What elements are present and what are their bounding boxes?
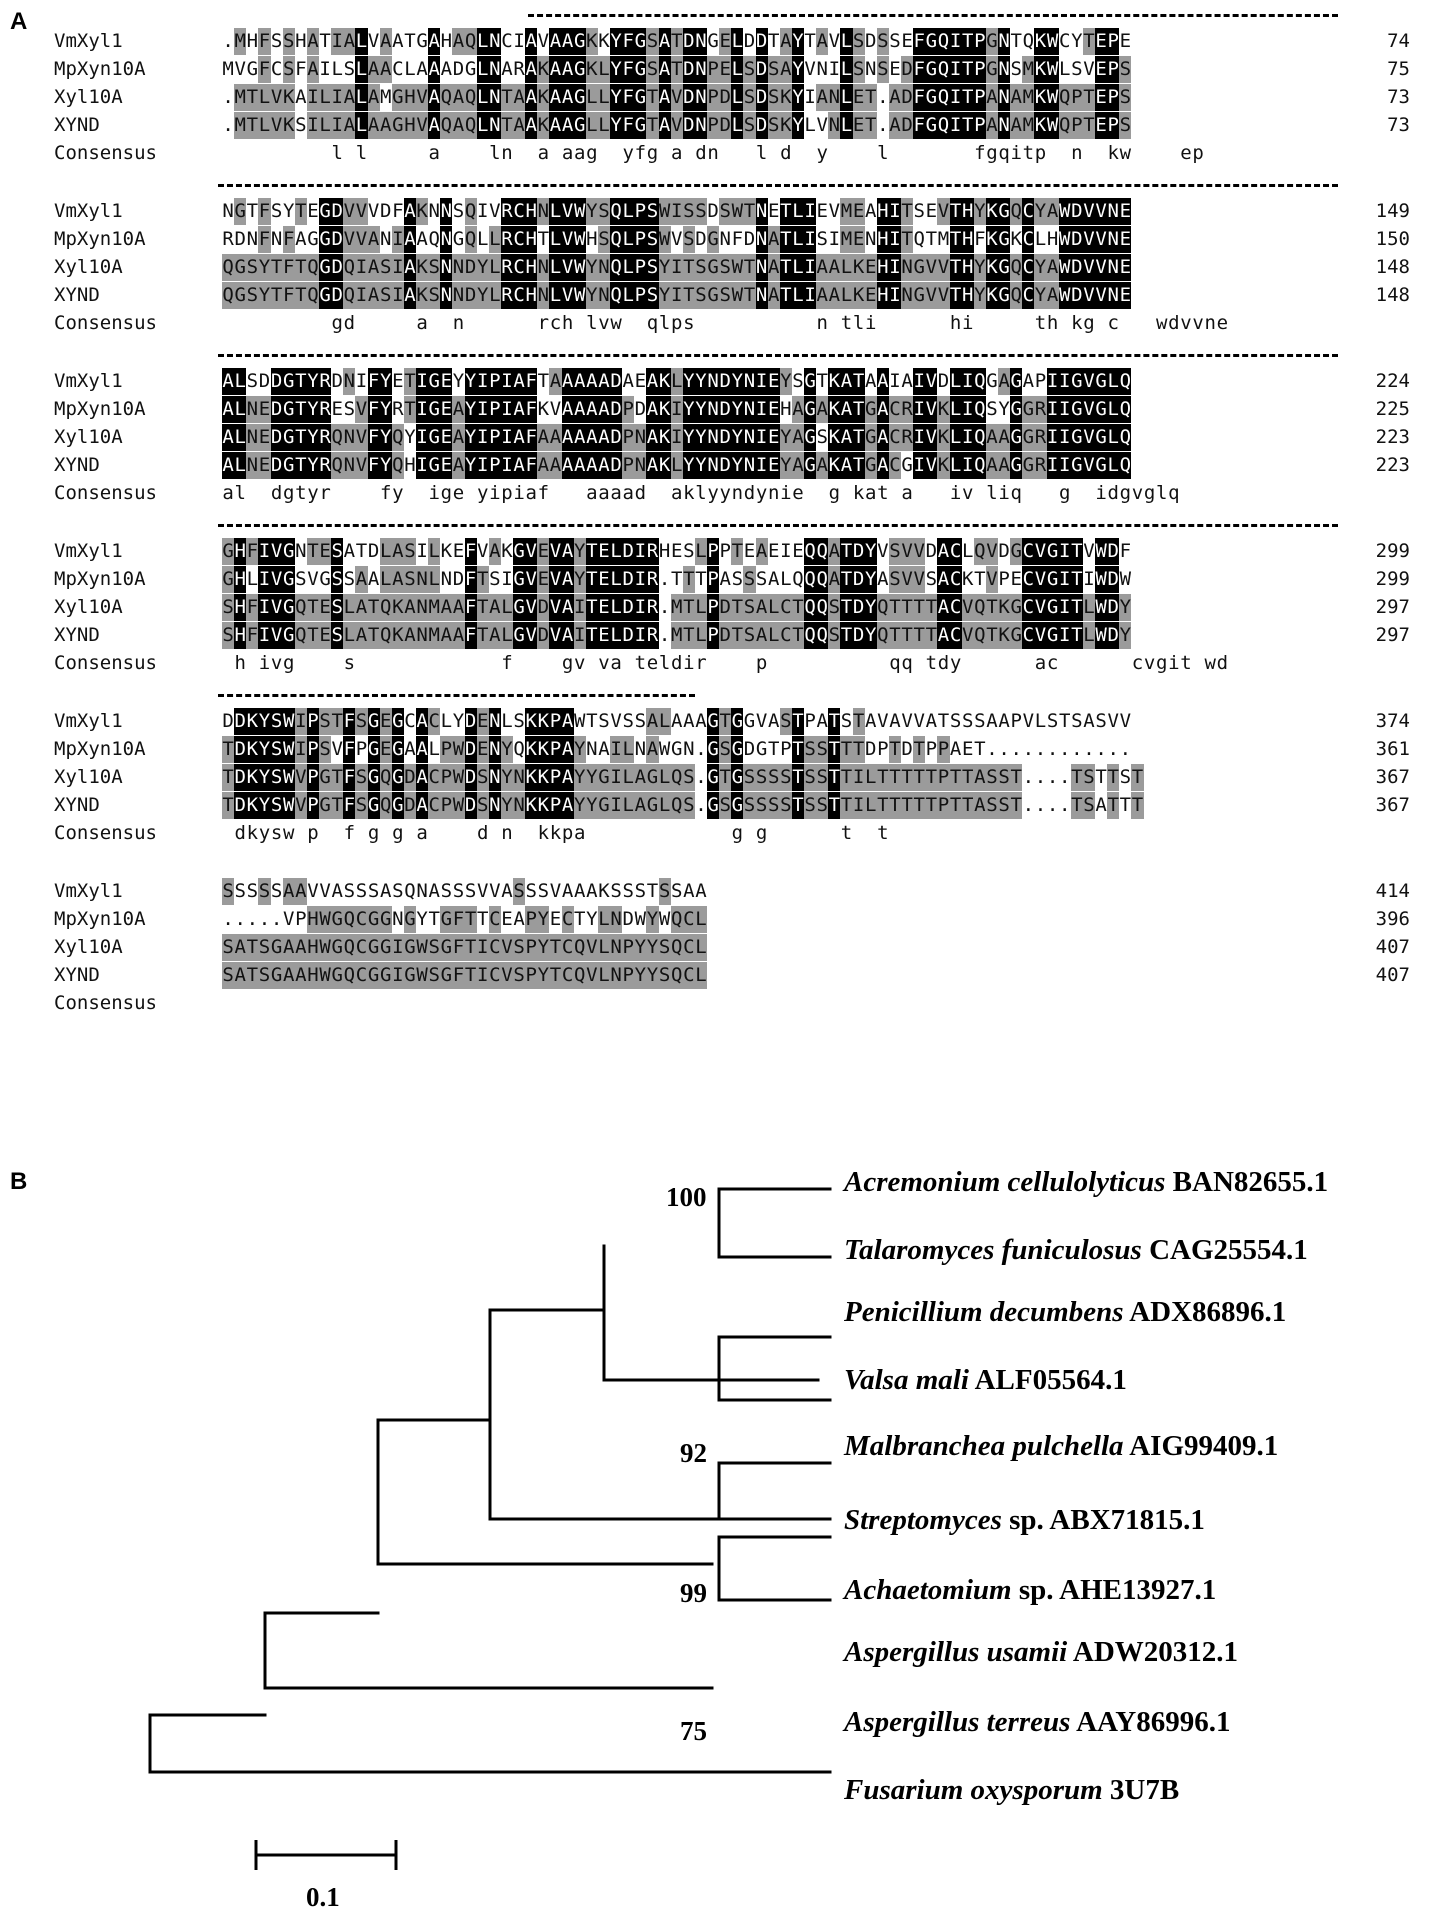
sequence-residues: TDKYSWIPSVFPGEGAALPWDENYQKKPAYNAILNAWGN.GSGDGTPTSSTTTDPTDTPPAET............ <box>222 736 1131 763</box>
consensus-row <box>54 140 1410 167</box>
sequence-residues: .MHFSSHATIALVAATGAHAQLNCIAVAAGKKYFGSATDNGELDDTAYTAVLSDSSEFGQITPGNTQKWCYTEPE <box>222 28 1131 55</box>
taxon-label: Malbranchea pulchella AIG99409.1 <box>844 1430 1279 1462</box>
residue-count: 225 <box>1375 398 1410 420</box>
sequence-row <box>54 538 1410 565</box>
domain-dashed-line <box>218 354 1338 357</box>
sequence-name: Consensus <box>54 822 157 844</box>
residue-count: 73 <box>1387 86 1410 108</box>
bootstrap-value: 75 <box>680 1716 707 1746</box>
sequence-residues: dkysw p f g g a d n kkpa g g t t <box>234 822 889 844</box>
sequence-name: Consensus <box>54 652 157 674</box>
sequence-residues: TDKYSWVPGTFSGQGDACPWDSNYNKKPAYYGILAGLQS.GTGSSSSTSSTTILTTTTTPTTASST....TSTTST <box>222 764 1144 791</box>
sequence-name: XYND <box>54 114 100 136</box>
taxon-label: Fusarium oxysporum 3U7B <box>844 1774 1180 1806</box>
sequence-name: XYND <box>54 624 100 646</box>
domain-dashed-line <box>218 184 1338 187</box>
sequence-row <box>54 396 1410 423</box>
sequence-row <box>54 792 1410 819</box>
sequence-row <box>54 424 1410 451</box>
residue-count: 74 <box>1387 30 1410 52</box>
sequence-row <box>54 906 1410 933</box>
sequence-row <box>54 962 1410 989</box>
sequence-row <box>54 198 1410 225</box>
sequence-row <box>54 28 1410 55</box>
consensus-row <box>54 480 1410 507</box>
sequence-row <box>54 594 1410 621</box>
domain-dashed-line <box>218 524 1338 527</box>
sequence-residues: SATSGAAHWGQCGGIGWSGFTICVSPYTCQVLNPYYSQCL <box>222 962 707 989</box>
sequence-name: Xyl10A <box>54 256 123 278</box>
sequence-name: Xyl10A <box>54 426 123 448</box>
taxon-label: Achaetomium sp. AHE13927.1 <box>844 1574 1217 1606</box>
residue-count: 75 <box>1387 58 1410 80</box>
sequence-row <box>54 934 1410 961</box>
sequence-residues: GHFIVGNTESATDLASILKEFVAKGVEVAYTELDIRHESLPPTEAEIEQQATDYVSVVDACLQVDGCVGITVWDF <box>222 538 1131 565</box>
sequence-name: VmXyl1 <box>54 370 123 392</box>
sequence-residues: l l a ln a aag yfg a dn l d y l fgqitp n kw ep <box>331 142 1204 164</box>
sequence-row <box>54 622 1410 649</box>
sequence-row <box>54 112 1410 139</box>
sequence-residues: .MTLVKSILIALAAGHVAQAQLNTAAKAAGLLYFGTAVDNPDLSDSKYLVNLET.ADFGQITPANAMKWQPTEPS <box>222 112 1131 139</box>
sequence-residues: h ivg s f gv va teldir p qq tdy ac cvgit wd <box>234 652 1229 674</box>
sequence-name: XYND <box>54 454 100 476</box>
residue-count: 367 <box>1375 794 1410 816</box>
sequence-name: MpXyn10A <box>54 228 146 250</box>
residue-count: 73 <box>1387 114 1410 136</box>
scale-bar-label: 0.1 <box>306 1882 340 1912</box>
sequence-residues: SSSSSAAVVASSSASQNASSSVVASSSVAAAKSSSTSSAA <box>222 878 707 905</box>
panel-a-label: A <box>10 8 28 35</box>
sequence-row <box>54 452 1410 479</box>
residue-count: 148 <box>1375 256 1410 278</box>
sequence-name: VmXyl1 <box>54 30 123 52</box>
sequence-residues: ALNEDGTYRQNVFYQYIGEAYIPIAFAAAAAADPNAKIYYNDYNIEYAGSKATGACRIVKLIQAAGGRIIGVGLQ <box>222 424 1131 451</box>
sequence-residues: SATSGAAHWGQCGGIGWSGFTICVSPYTCQVLNPYYSQCL <box>222 934 707 961</box>
bootstrap-value: 92 <box>680 1438 707 1468</box>
sequence-residues: .....VPHWGQCGGNGYTGFTTCEAPYECTYLNDWYWQCL <box>222 906 707 933</box>
sequence-residues: .MTLVKAILIALAMGHVAQAQLNTAAKAAGLLYFGTAVDNPDLSDSKYIANLET.ADFGQITPANAMKWQPTEPS <box>222 84 1131 111</box>
consensus-row <box>54 820 1410 847</box>
taxon-label: Aspergillus usamii ADW20312.1 <box>844 1636 1239 1668</box>
panel-b-label: B <box>10 1168 28 1195</box>
bootstrap-value: 100 <box>666 1182 707 1212</box>
sequence-name: MpXyn10A <box>54 568 146 590</box>
residue-count: 149 <box>1375 200 1410 222</box>
sequence-name: Xyl10A <box>54 596 123 618</box>
consensus-row <box>54 650 1410 677</box>
sequence-name: Xyl10A <box>54 766 123 788</box>
sequence-residues: gd a n rch lvw qlps n tli hi th kg c wdvvne <box>331 312 1229 334</box>
sequence-residues: RDNFNFAGGDVVANIAAQNGQLLRCHTLVWHSQLPSWVSDGNFDNATLISIMENHITQTMTHFKGKCLHWDVVNE <box>222 226 1131 253</box>
sequence-name: Consensus <box>54 992 157 1014</box>
residue-count: 361 <box>1375 738 1410 760</box>
sequence-name: XYND <box>54 794 100 816</box>
residue-count: 150 <box>1375 228 1410 250</box>
sequence-name: MpXyn10A <box>54 738 146 760</box>
taxon-label: Streptomyces sp. ABX71815.1 <box>844 1504 1205 1536</box>
sequence-residues: SHFIVGQTESLATQKANMAAFTALGVDVAITELDIR.MTLPDTSALCTQQSTDYQTTTTACVQTKGCVGITLWDY <box>222 622 1131 649</box>
residue-count: 299 <box>1375 568 1410 590</box>
sequence-name: Consensus <box>54 142 157 164</box>
taxon-label: Talaromyces funiculosus CAG25554.1 <box>844 1234 1308 1266</box>
residue-count: 407 <box>1375 964 1410 986</box>
domain-dashed-line <box>218 694 695 697</box>
residue-count: 224 <box>1375 370 1410 392</box>
sequence-residues: al dgtyr fy ige yipiaf aaaad aklyyndynie g kat a iv liq g idgvglq <box>222 482 1180 504</box>
sequence-name: VmXyl1 <box>54 710 123 732</box>
residue-count: 223 <box>1375 426 1410 448</box>
domain-dashed-line <box>528 14 1338 17</box>
residue-count: 299 <box>1375 540 1410 562</box>
sequence-row <box>54 282 1410 309</box>
residue-count: 148 <box>1375 284 1410 306</box>
sequence-name: VmXyl1 <box>54 540 123 562</box>
residue-count: 367 <box>1375 766 1410 788</box>
sequence-name: Xyl10A <box>54 936 123 958</box>
taxon-label: Valsa mali ALF05564.1 <box>844 1364 1127 1396</box>
sequence-name: XYND <box>54 964 100 986</box>
sequence-row <box>54 368 1410 395</box>
sequence-row <box>54 878 1410 905</box>
residue-count: 414 <box>1375 880 1410 902</box>
sequence-row <box>54 226 1410 253</box>
residue-count: 374 <box>1375 710 1410 732</box>
sequence-name: XYND <box>54 284 100 306</box>
sequence-residues: TDKYSWVPGTFSGQGDACPWDSNYNKKPAYYGILAGLQS.GSGSSSSTSSTTILTTTTTPTTASST....TSATTT <box>222 792 1144 819</box>
phylogenetic-tree <box>0 1160 1456 1930</box>
sequence-residues: QGSYTFTQGDQIASIAKSNNDYLRCHNLVWYNQLPSYITSGSWTNATLIAALKEHINGVVTHYKGQCYAWDVVNE <box>222 254 1131 281</box>
taxon-label: Penicillium decumbens ADX86896.1 <box>844 1296 1287 1328</box>
sequence-row <box>54 84 1410 111</box>
sequence-residues: QGSYTFTQGDQIASIAKSNNDYLRCHNLVWYNQLPSYITSGSWTNATLIAALKEHINGVVTHYKGQCYAWDVVNE <box>222 282 1131 309</box>
residue-count: 396 <box>1375 908 1410 930</box>
sequence-residues: ALNEDGTYRESVFYRTIGEAYIPIAFKVAAAADPDAKIYYNDYNIEHAGAKATGACRIVKLIQSYGGRIIGVGLQ <box>222 396 1131 423</box>
sequence-name: VmXyl1 <box>54 200 123 222</box>
residue-count: 223 <box>1375 454 1410 476</box>
taxon-label: Acremonium cellulolyticus BAN82655.1 <box>844 1166 1329 1198</box>
residue-count: 297 <box>1375 624 1410 646</box>
bootstrap-value: 99 <box>680 1578 707 1608</box>
sequence-name: Consensus <box>54 482 157 504</box>
sequence-name: MpXyn10A <box>54 398 146 420</box>
residue-count: 407 <box>1375 936 1410 958</box>
sequence-row <box>54 254 1410 281</box>
sequence-row <box>54 708 1410 735</box>
consensus-row <box>54 310 1410 337</box>
sequence-name: MpXyn10A <box>54 908 146 930</box>
sequence-residues: ALNEDGTYRQNVFYQHIGEAYIPIAFAAAAAADPNAKLYYNDYNIEYAGAKATGACGIVKLIQAAGGRIIGVGLQ <box>222 452 1131 479</box>
sequence-row <box>54 566 1410 593</box>
consensus-row <box>54 990 1410 1017</box>
taxon-label: Aspergillus terreus AAY86996.1 <box>844 1706 1231 1738</box>
sequence-residues: GHLIVGSVGSSAALASNLNDFTSIGVEVAYTELDIR.TTTPASSSALQQQATDYASVVSACKTVPECVGITIWDW <box>222 566 1131 593</box>
sequence-row <box>54 56 1410 83</box>
sequence-name: MpXyn10A <box>54 58 146 80</box>
sequence-name: Consensus <box>54 312 157 334</box>
sequence-residues: MVGFCSFAILSLAACLAAADGLNARAKAAGKLYFGSATDNPELSDSAYVNILSNSEDFGQITPGNSMKWLSVEPS <box>222 56 1131 83</box>
sequence-residues: DDKYSWIPSTFSGEGCACLYDENLSKKPAWTSVSSALAAAGTGGVASTPATSTAVAVVATSSSAAPVLSTSASVV <box>222 708 1131 735</box>
sequence-row <box>54 764 1410 791</box>
sequence-residues: SHFIVGQTESLATQKANMAAFTALGVDVAITELDIR.MTLPDTSALCTQQSTDYQTTTTACVQTKGCVGITLWDY <box>222 594 1131 621</box>
sequence-name: VmXyl1 <box>54 880 123 902</box>
tree-branches <box>0 1160 1456 1930</box>
sequence-name: Xyl10A <box>54 86 123 108</box>
sequence-residues: NGTFSYTEGDVVVDFAKNNSQIVRCHNLVWYSQLPSWISSDSWTNETLIEVMEAHITSEVTHYKGQCYAWDVVNE <box>222 198 1131 225</box>
sequence-residues: ALSDDGTYRDNIFYETIGEYYIPIAFTAAAAADAEAKLYYNDYNIEYSGTKATAAIAIVDLIQGAGAPIIGVGLQ <box>222 368 1131 395</box>
sequence-row <box>54 736 1410 763</box>
residue-count: 297 <box>1375 596 1410 618</box>
